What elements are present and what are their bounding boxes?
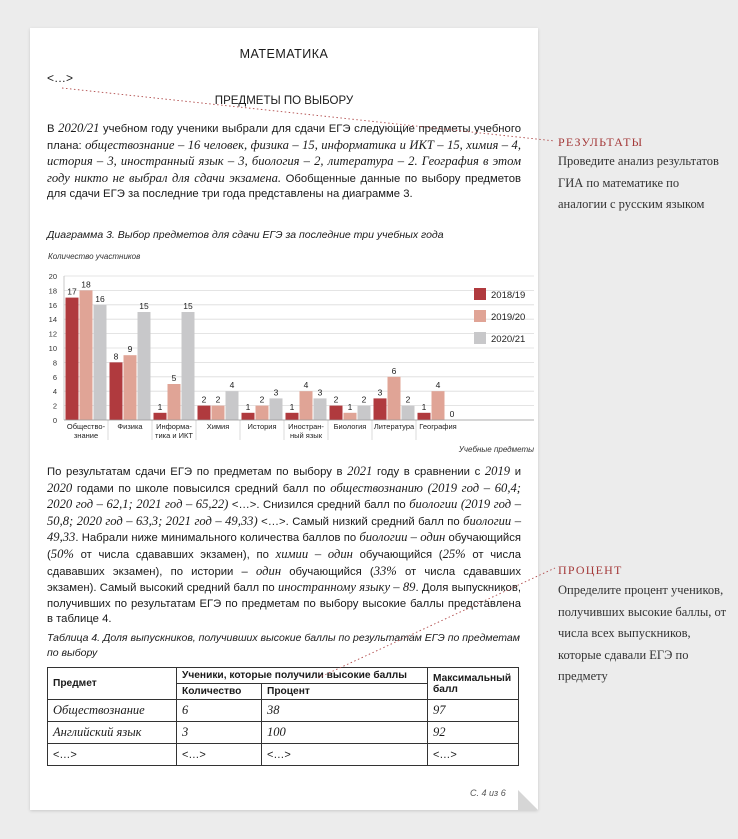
paragraph2-run: биологии – 49,33	[47, 513, 521, 545]
cell-max: <…>	[428, 744, 519, 766]
note-percent-text: Определите процент учеников, получивших высокие баллы, от числа всех выпускников, которые сдавали ЕГЭ по предмету	[558, 583, 727, 683]
col-percent-header: Процент	[262, 684, 428, 700]
paragraph2-run: 2020	[47, 480, 73, 495]
bar-value-label: 2	[405, 394, 411, 405]
y-tick-label: 4	[52, 387, 57, 397]
x-tick-label: Литература	[373, 422, 415, 431]
bar-value-label: 6	[391, 365, 397, 376]
y-tick-label: 18	[48, 286, 57, 296]
bar-value-label: 4	[435, 380, 441, 391]
bar-value-label: 5	[171, 373, 177, 383]
paragraph2-run: годами по школе повысился средний балл по	[72, 482, 331, 495]
x-tick-label: знание	[73, 431, 99, 440]
col-subject-header: Предмет	[48, 668, 177, 700]
bar-value-label: 17	[67, 286, 77, 297]
cell-percent: <…>	[262, 744, 428, 766]
bar-value-label: 2	[333, 394, 339, 405]
bar-value-label: 2	[201, 394, 207, 405]
bar-value-label: 4	[303, 380, 309, 391]
bar-value-label: 1	[289, 401, 295, 412]
bar-value-label: 2	[361, 394, 367, 405]
pointer-line-percent	[318, 568, 555, 678]
col-count-header: Количество	[177, 684, 262, 700]
cell-max: 92	[428, 722, 519, 744]
cell-percent: 38	[262, 700, 428, 722]
y-tick-label: 16	[48, 300, 57, 310]
x-tick-label: История	[247, 422, 277, 431]
y-tick-label: 6	[52, 372, 57, 382]
paragraph2-run: 33%	[373, 563, 397, 578]
paragraph2-run: химии – один	[275, 546, 353, 561]
y-tick-label: 14	[48, 315, 57, 325]
y-axis-label: Количество участников	[48, 252, 141, 261]
bar-value-label: 2	[215, 394, 221, 405]
paragraph2-run: обучающийся (	[47, 532, 521, 561]
bar-value-label: 15	[183, 301, 193, 311]
x-tick-label: Физика	[117, 422, 143, 431]
bar-value-label: 15	[139, 301, 149, 311]
cell-percent: 100	[262, 722, 428, 744]
bar-value-label: 3	[377, 387, 383, 398]
y-tick-label: 8	[52, 358, 57, 368]
x-tick-label: Химия	[206, 422, 230, 431]
cell-count: 3	[177, 722, 262, 744]
paragraph2-run: . Набрали ниже минимального количества баллов по	[75, 532, 360, 545]
x-tick-label: Биология	[333, 422, 367, 431]
y-tick-label: 10	[48, 344, 57, 353]
paragraph2-run: от числа сдававших экзамен). Самый высокий средний балл по	[47, 565, 522, 595]
bar-value-label: 3	[317, 387, 323, 398]
y-tick-label: 20	[48, 272, 57, 281]
paragraph1-run: 2020/21	[58, 121, 100, 135]
pointer-line-results	[62, 88, 555, 141]
cell-count: <…>	[177, 744, 262, 766]
y-tick-label: 12	[48, 329, 57, 339]
cell-count: 6	[177, 700, 262, 722]
paragraph2-run: обществознанию (2019 год – 60,4; 2020 год – 62,1; 2021 год – 65,22)	[47, 480, 521, 512]
bar-value-label: 9	[127, 344, 133, 355]
x-tick-label: Общество-	[66, 422, 106, 431]
paragraph2-run: <…>. Снизился средний балл по	[228, 499, 410, 512]
note-results-heading: РЕЗУЛЬТАТЫ	[558, 135, 644, 149]
cell-subject: <…>	[48, 744, 177, 766]
y-tick-label: 0	[52, 416, 57, 425]
bar-value-label: 2	[259, 394, 265, 405]
paragraph2-run: По результатам сдачи ЕГЭ по предметам по выбору в	[47, 466, 348, 478]
paragraph2-run: обучающийся (	[352, 548, 443, 561]
x-tick-label: Иностран-	[288, 422, 324, 431]
paragraph1-run: обществознание – 16 человек, физика – 15, информатика и ИКТ – 15, химия – 4, история – 3, иностранный язык – 3, биология – 2, литература – 2. География в этом году никто не выбрал для сдачи экзамена.	[47, 137, 521, 185]
bar-value-label: 1	[245, 401, 251, 412]
paragraph2-run: биологии – один	[359, 530, 446, 545]
paragraph1-run: учебном году ученики выбрали для сдачи ЕГЭ следующие предметы учебного плана:	[47, 123, 521, 152]
paragraph2-run: 50%	[50, 546, 74, 561]
bar-value-label: 1	[347, 401, 353, 412]
legend-label: 2018/19	[491, 290, 526, 301]
page-number: С. 4 из 6	[470, 788, 506, 798]
paragraph2-run: 2021	[347, 464, 373, 478]
paragraph2-run: обучающийся (	[281, 565, 374, 578]
bar-value-label: 0	[449, 409, 455, 419]
bar-value-label: 4	[229, 380, 235, 391]
paragraph1-run: Обобщенные данные по выбору предметов для сдачи ЕГЭ за последние три года представлены на диаграмме 3.	[47, 172, 522, 201]
legend-label: 2019/20	[491, 312, 526, 323]
note-results-text: Проведите анализ результатов ГИА по математике по аналогии с русским языком	[558, 154, 719, 211]
x-tick-label: ный язык	[290, 431, 322, 440]
bar-value-label: 18	[81, 279, 91, 290]
table-caption: Таблица 4. Доля выпускников, получивших высокие баллы по результатам ЕГЭ по предметам по выбору	[47, 632, 520, 659]
x-tick-label: География	[419, 422, 457, 431]
paragraph2-run: иностранному языку – 89	[277, 580, 416, 595]
bar-value-label: 3	[273, 387, 279, 398]
bar-value-label: 1	[421, 401, 427, 412]
x-axis-label: Учебные предметы	[458, 445, 534, 454]
paragraph2-run: <…>. Самый низкий средний балл по	[257, 515, 464, 528]
col-max-header: Максимальный балл	[428, 668, 519, 700]
chart-caption: Диаграмма 3. Выбор предметов для сдачи ЕГЭ за последние три учебных года	[47, 229, 444, 241]
paragraph2-run: биологии (2019 год – 50,8; 2020 год – 63,3; 2021 год – 49,33)	[47, 497, 521, 528]
paragraph1-run: В	[47, 123, 59, 135]
bar-value-label: 1	[157, 401, 163, 412]
bar-value-label: 16	[95, 293, 105, 304]
legend-label: 2020/21	[491, 334, 526, 345]
cell-subject: Английский язык	[48, 722, 177, 744]
paragraph2-run: 25%	[442, 546, 466, 561]
paragraph2-run: и	[510, 466, 522, 478]
section-title: ПРЕДМЕТЫ ПО ВЫБОРУ	[214, 95, 354, 107]
x-tick-label: Информа-	[156, 422, 192, 431]
cell-max: 97	[428, 700, 519, 722]
paragraph2-run: от числа сдававших экзамен), по	[73, 548, 276, 561]
paragraph2-run: от числа сдававших экзамен), по истории –	[47, 548, 521, 578]
y-tick-label: 2	[52, 401, 57, 411]
group-header: Ученики, которые получили высокие баллы	[177, 668, 428, 684]
paragraph2-run: . Доля выпускников, получивших по результатам ЕГЭ по предметам по выбору высокие баллы представлена в таблице 4.	[47, 582, 521, 626]
bar-value-label: 8	[113, 351, 119, 362]
cell-subject: Обществознание	[48, 700, 177, 722]
x-tick-label: тика и ИКТ	[155, 431, 193, 440]
paragraph2-run: один	[256, 563, 282, 578]
omission-mark: <…>	[47, 71, 74, 85]
document-header: МАТЕМАТИКА	[239, 47, 329, 61]
paragraph2-run: году в сравнении с	[372, 466, 485, 478]
paragraph2-run: 2019	[484, 464, 511, 478]
note-percent-heading: ПРОЦЕНТ	[558, 563, 623, 577]
